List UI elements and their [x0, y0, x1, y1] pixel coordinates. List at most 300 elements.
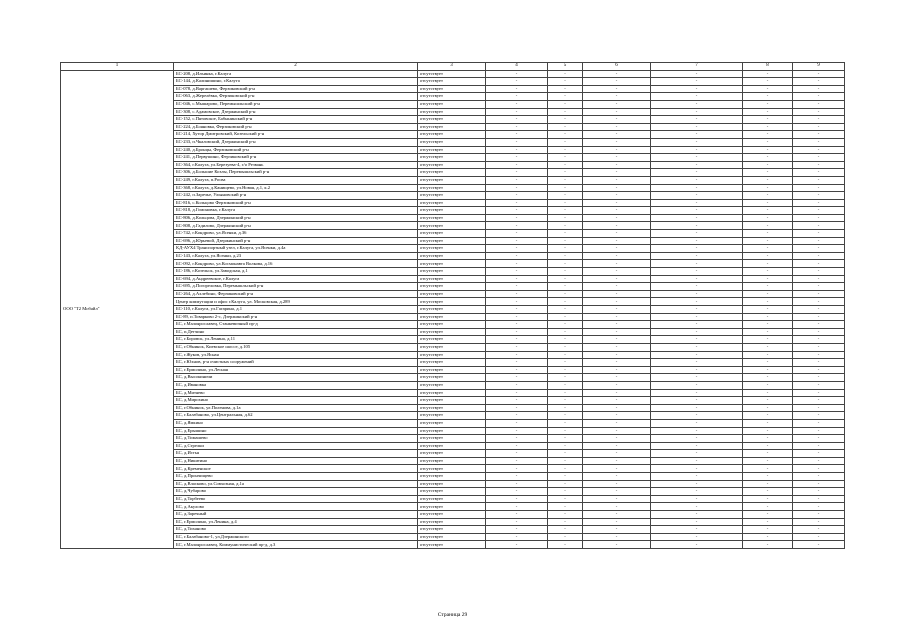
empty-value-cell: -	[743, 427, 793, 435]
empty-value-cell: -	[743, 222, 793, 230]
empty-value-cell: -	[743, 435, 793, 443]
empty-value-cell: -	[793, 419, 845, 427]
empty-value-cell: -	[486, 343, 548, 351]
empty-value-cell: -	[743, 230, 793, 238]
table-row	[61, 374, 845, 382]
status-cell: отсутствует	[418, 435, 486, 443]
empty-value-cell: -	[651, 321, 743, 329]
status-cell: отсутствует	[418, 214, 486, 222]
empty-value-cell: -	[793, 435, 845, 443]
empty-value-cell: -	[486, 176, 548, 184]
object-name-cell: БС-110, г.Калуга, ул.Гагарина, д.1	[174, 306, 418, 314]
empty-value-cell: -	[793, 526, 845, 534]
table-row	[61, 93, 845, 101]
table-row	[61, 427, 845, 435]
empty-value-cell: -	[583, 268, 651, 276]
empty-value-cell: -	[651, 427, 743, 435]
empty-value-cell: -	[793, 480, 845, 488]
status-cell: отсутствует	[418, 230, 486, 238]
empty-value-cell: -	[793, 381, 845, 389]
object-name-cell: БС, д.Тиханово	[174, 526, 418, 534]
table-row	[61, 359, 845, 367]
empty-value-cell: -	[743, 78, 793, 86]
empty-value-cell: -	[793, 138, 845, 146]
empty-value-cell: -	[793, 230, 845, 238]
empty-value-cell: -	[548, 100, 583, 108]
object-name-cell: БС, г.Юхнов, р-н очистных сооружений	[174, 359, 418, 367]
empty-value-cell: -	[743, 290, 793, 298]
table-row	[61, 328, 845, 336]
empty-value-cell: -	[583, 457, 651, 465]
empty-value-cell: -	[651, 237, 743, 245]
empty-value-cell: -	[486, 442, 548, 450]
empty-value-cell: -	[793, 336, 845, 344]
empty-value-cell: -	[793, 275, 845, 283]
empty-value-cell: -	[793, 283, 845, 291]
status-cell: отсутствует	[418, 503, 486, 511]
empty-value-cell: -	[583, 298, 651, 306]
empty-value-cell: -	[548, 328, 583, 336]
status-cell: отсутствует	[418, 495, 486, 503]
empty-value-cell: -	[486, 465, 548, 473]
empty-value-cell: -	[793, 488, 845, 496]
empty-value-cell: -	[743, 108, 793, 116]
column-number: 3	[418, 63, 486, 71]
table-row	[61, 169, 845, 177]
status-cell: отсутствует	[418, 518, 486, 526]
empty-value-cell: -	[486, 404, 548, 412]
empty-value-cell: -	[548, 343, 583, 351]
empty-value-cell: -	[548, 313, 583, 321]
empty-value-cell: -	[651, 343, 743, 351]
empty-value-cell: -	[583, 222, 651, 230]
status-cell: отсутствует	[418, 108, 486, 116]
empty-value-cell: -	[793, 93, 845, 101]
empty-value-cell: -	[743, 192, 793, 200]
column-number: 5	[548, 63, 583, 71]
empty-value-cell: -	[548, 457, 583, 465]
table-row	[61, 526, 845, 534]
table-row	[61, 268, 845, 276]
empty-value-cell: -	[793, 199, 845, 207]
object-name-cell: БС, г.Малоярославец, Коммунистический пр-д, д.3	[174, 541, 418, 549]
column-number: 4	[486, 63, 548, 71]
column-number: 6	[583, 63, 651, 71]
object-name-cell: БС, г.Ермолино, ул.Ленина, д.4	[174, 518, 418, 526]
empty-value-cell: -	[743, 457, 793, 465]
empty-value-cell: -	[583, 321, 651, 329]
empty-value-cell: -	[486, 116, 548, 124]
status-cell: отсутствует	[418, 313, 486, 321]
table-row	[61, 199, 845, 207]
data-table	[60, 62, 845, 549]
empty-value-cell: -	[743, 131, 793, 139]
table-row	[61, 176, 845, 184]
empty-value-cell: -	[486, 427, 548, 435]
status-cell: отсутствует	[418, 374, 486, 382]
empty-value-cell: -	[548, 169, 583, 177]
empty-value-cell: -	[486, 207, 548, 215]
empty-value-cell: -	[743, 138, 793, 146]
table-row	[61, 146, 845, 154]
table-row	[61, 419, 845, 427]
empty-value-cell: -	[743, 176, 793, 184]
empty-value-cell: -	[583, 526, 651, 534]
table-row	[61, 252, 845, 260]
empty-value-cell: -	[583, 397, 651, 405]
empty-value-cell: -	[651, 533, 743, 541]
object-name-cell: БС, г.Обнинск, ул.Поленова, д.1а	[174, 404, 418, 412]
empty-value-cell: -	[486, 169, 548, 177]
empty-value-cell: -	[793, 207, 845, 215]
empty-value-cell: -	[793, 518, 845, 526]
empty-value-cell: -	[486, 480, 548, 488]
table-row	[61, 488, 845, 496]
table-row	[61, 495, 845, 503]
empty-value-cell: -	[486, 78, 548, 86]
empty-value-cell: -	[793, 252, 845, 260]
empty-value-cell: -	[583, 419, 651, 427]
empty-value-cell: -	[793, 473, 845, 481]
empty-value-cell: -	[651, 526, 743, 534]
empty-value-cell: -	[548, 366, 583, 374]
table-row	[61, 116, 845, 124]
object-name-cell: БС-695, д.Погореловка, Перемышльский р-н	[174, 283, 418, 291]
empty-value-cell: -	[793, 328, 845, 336]
empty-value-cell: -	[486, 359, 548, 367]
empty-value-cell: -	[548, 184, 583, 192]
object-name-cell: БС-89, п.Товарково 2-с, Дзержинский р-н	[174, 313, 418, 321]
empty-value-cell: -	[743, 161, 793, 169]
empty-value-cell: -	[548, 359, 583, 367]
table-row	[61, 214, 845, 222]
empty-value-cell: -	[486, 123, 548, 131]
empty-value-cell: -	[743, 473, 793, 481]
object-name-cell: БС, д.Митяево	[174, 389, 418, 397]
empty-value-cell: -	[548, 412, 583, 420]
status-cell: отсутствует	[418, 427, 486, 435]
empty-value-cell: -	[583, 389, 651, 397]
empty-value-cell: -	[583, 93, 651, 101]
empty-value-cell: -	[651, 93, 743, 101]
empty-value-cell: -	[548, 435, 583, 443]
object-name-cell: БС, д.Мирохино	[174, 397, 418, 405]
empty-value-cell: -	[651, 328, 743, 336]
empty-value-cell: -	[583, 131, 651, 139]
empty-value-cell: -	[743, 533, 793, 541]
empty-value-cell: -	[651, 404, 743, 412]
empty-value-cell: -	[651, 207, 743, 215]
empty-value-cell: -	[793, 131, 845, 139]
empty-value-cell: -	[548, 268, 583, 276]
empty-value-cell: -	[651, 389, 743, 397]
empty-value-cell: -	[486, 154, 548, 162]
empty-value-cell: -	[583, 343, 651, 351]
table-row	[61, 237, 845, 245]
table-row	[61, 465, 845, 473]
empty-value-cell: -	[548, 427, 583, 435]
table-row	[61, 381, 845, 389]
empty-value-cell: -	[651, 85, 743, 93]
empty-value-cell: -	[743, 313, 793, 321]
empty-value-cell: -	[548, 123, 583, 131]
table-row	[61, 131, 845, 139]
empty-value-cell: -	[651, 495, 743, 503]
empty-value-cell: -	[743, 199, 793, 207]
status-cell: отсутствует	[418, 70, 486, 78]
empty-value-cell: -	[583, 541, 651, 549]
empty-value-cell: -	[486, 192, 548, 200]
empty-value-cell: -	[651, 450, 743, 458]
table-row	[61, 230, 845, 238]
empty-value-cell: -	[548, 78, 583, 86]
empty-value-cell: -	[793, 298, 845, 306]
empty-value-cell: -	[486, 526, 548, 534]
empty-value-cell: -	[651, 252, 743, 260]
table-row	[61, 473, 845, 481]
empty-value-cell: -	[743, 237, 793, 245]
empty-value-cell: -	[743, 268, 793, 276]
empty-value-cell: -	[583, 336, 651, 344]
status-cell: отсутствует	[418, 298, 486, 306]
empty-value-cell: -	[583, 495, 651, 503]
table-row	[61, 389, 845, 397]
empty-value-cell: -	[793, 351, 845, 359]
empty-value-cell: -	[548, 199, 583, 207]
empty-value-cell: -	[651, 518, 743, 526]
object-name-cell: БС, д.Ивановка	[174, 381, 418, 389]
table-row	[61, 511, 845, 519]
object-name-cell: БС, г.Балабаново, ул.Центральная, д.62	[174, 412, 418, 420]
status-cell: отсутствует	[418, 533, 486, 541]
empty-value-cell: -	[743, 366, 793, 374]
empty-value-cell: -	[583, 116, 651, 124]
empty-value-cell: -	[651, 457, 743, 465]
empty-value-cell: -	[548, 290, 583, 298]
status-cell: отсутствует	[418, 154, 486, 162]
empty-value-cell: -	[486, 321, 548, 329]
empty-value-cell: -	[486, 93, 548, 101]
empty-value-cell: -	[583, 503, 651, 511]
empty-value-cell: -	[583, 138, 651, 146]
empty-value-cell: -	[743, 252, 793, 260]
empty-value-cell: -	[651, 169, 743, 177]
empty-value-cell: -	[548, 381, 583, 389]
empty-value-cell: -	[743, 306, 793, 314]
empty-value-cell: -	[548, 374, 583, 382]
status-cell: отсутствует	[418, 146, 486, 154]
empty-value-cell: -	[583, 450, 651, 458]
empty-value-cell: -	[793, 541, 845, 549]
status-cell: отсутствует	[418, 176, 486, 184]
status-cell: отсутствует	[418, 442, 486, 450]
empty-value-cell: -	[793, 192, 845, 200]
empty-value-cell: -	[583, 176, 651, 184]
table-row	[61, 306, 845, 314]
table-row	[61, 108, 845, 116]
empty-value-cell: -	[486, 450, 548, 458]
empty-value-cell: -	[548, 541, 583, 549]
empty-value-cell: -	[793, 495, 845, 503]
status-cell: отсутствует	[418, 480, 486, 488]
empty-value-cell: -	[548, 306, 583, 314]
empty-value-cell: -	[743, 275, 793, 283]
empty-value-cell: -	[793, 268, 845, 276]
table-row	[61, 435, 845, 443]
empty-value-cell: -	[486, 146, 548, 154]
empty-value-cell: -	[743, 381, 793, 389]
object-name-cell: БС-242, п.Заречье, Ульяновский р-н	[174, 192, 418, 200]
table-row	[61, 412, 845, 420]
empty-value-cell: -	[743, 397, 793, 405]
status-cell: отсутствует	[418, 465, 486, 473]
table-row	[61, 313, 845, 321]
empty-value-cell: -	[743, 488, 793, 496]
table-row	[61, 154, 845, 162]
table-row	[61, 184, 845, 192]
empty-value-cell: -	[743, 70, 793, 78]
empty-value-cell: -	[743, 389, 793, 397]
object-name-cell: Центр коммутации и офис г.Калуга, ул. Московская, д.289	[174, 298, 418, 306]
empty-value-cell: -	[651, 412, 743, 420]
empty-value-cell: -	[583, 230, 651, 238]
empty-value-cell: -	[548, 146, 583, 154]
empty-value-cell: -	[548, 108, 583, 116]
empty-value-cell: -	[793, 100, 845, 108]
empty-value-cell: -	[548, 230, 583, 238]
empty-value-cell: -	[793, 176, 845, 184]
empty-value-cell: -	[651, 214, 743, 222]
column-number: 9	[793, 63, 845, 71]
empty-value-cell: -	[793, 404, 845, 412]
empty-value-cell: -	[743, 526, 793, 534]
status-cell: отсутствует	[418, 457, 486, 465]
empty-value-cell: -	[583, 313, 651, 321]
organization-cell: ООО "Т2 Мобайл"	[61, 70, 174, 548]
empty-value-cell: -	[743, 298, 793, 306]
object-name-cell: БС, д.Торбеево	[174, 495, 418, 503]
table-row	[61, 541, 845, 549]
column-number: 2	[174, 63, 418, 71]
empty-value-cell: -	[583, 184, 651, 192]
object-name-cell: БС, д.Власково, ул.Совхозная, д.1а	[174, 480, 418, 488]
empty-value-cell: -	[548, 93, 583, 101]
empty-value-cell: -	[743, 123, 793, 131]
empty-value-cell: -	[583, 374, 651, 382]
empty-value-cell: -	[793, 450, 845, 458]
empty-value-cell: -	[583, 480, 651, 488]
empty-value-cell: -	[651, 230, 743, 238]
empty-value-cell: -	[651, 176, 743, 184]
empty-value-cell: -	[651, 480, 743, 488]
object-name-cell: БС-214, Хутор Дмитровский, Козельский р-н	[174, 131, 418, 139]
empty-value-cell: -	[583, 214, 651, 222]
empty-value-cell: -	[651, 222, 743, 230]
empty-value-cell: -	[793, 161, 845, 169]
object-name-cell: БС, д.Стрелки	[174, 442, 418, 450]
empty-value-cell: -	[651, 366, 743, 374]
object-name-cell: БС, д.Чубарово	[174, 488, 418, 496]
empty-value-cell: -	[651, 199, 743, 207]
status-cell: отсутствует	[418, 328, 486, 336]
object-name-cell: БС-143, г.Калуга, ул.Ясенки, д.23	[174, 252, 418, 260]
empty-value-cell: -	[583, 161, 651, 169]
empty-value-cell: -	[486, 457, 548, 465]
empty-value-cell: -	[651, 70, 743, 78]
empty-value-cell: -	[793, 306, 845, 314]
empty-value-cell: -	[743, 442, 793, 450]
empty-value-cell: -	[793, 442, 845, 450]
object-name-cell: БС-264, д.Ахлебино, Ферзиковский р-н	[174, 290, 418, 298]
object-name-cell: БС-186, г.Козельск, ул.Заводская, д.1	[174, 268, 418, 276]
empty-value-cell: -	[793, 397, 845, 405]
status-cell: отсутствует	[418, 419, 486, 427]
empty-value-cell: -	[548, 419, 583, 427]
empty-value-cell: -	[793, 214, 845, 222]
empty-value-cell: -	[651, 290, 743, 298]
empty-value-cell: -	[486, 473, 548, 481]
empty-value-cell: -	[651, 313, 743, 321]
empty-value-cell: -	[743, 518, 793, 526]
empty-value-cell: -	[583, 351, 651, 359]
empty-value-cell: -	[651, 359, 743, 367]
status-cell: отсутствует	[418, 412, 486, 420]
empty-value-cell: -	[486, 503, 548, 511]
empty-value-cell: -	[486, 252, 548, 260]
empty-value-cell: -	[743, 321, 793, 329]
table-row	[61, 518, 845, 526]
table-row	[61, 161, 845, 169]
object-name-cell: БС-308, с.Адамовское, Дзержинский р-н	[174, 108, 418, 116]
table-row	[61, 283, 845, 291]
object-name-cell: БС, д.Заречный	[174, 511, 418, 519]
empty-value-cell: -	[743, 351, 793, 359]
document-sheet	[60, 62, 844, 549]
empty-value-cell: -	[743, 184, 793, 192]
table-row	[61, 442, 845, 450]
empty-value-cell: -	[548, 161, 583, 169]
empty-value-cell: -	[743, 541, 793, 549]
object-name-cell: БС-816, с.Кольцово Ферзиковский р-н	[174, 199, 418, 207]
empty-value-cell: -	[651, 397, 743, 405]
empty-value-cell: -	[651, 374, 743, 382]
object-name-cell: БС-249, г.Калуга, п.Росва	[174, 176, 418, 184]
status-cell: отсутствует	[418, 93, 486, 101]
empty-value-cell: -	[651, 275, 743, 283]
column-number: 1	[61, 63, 174, 71]
empty-value-cell: -	[548, 480, 583, 488]
object-name-cell: БС, г.Боровск, ул.Ленина, д.11	[174, 336, 418, 344]
empty-value-cell: -	[743, 116, 793, 124]
empty-value-cell: -	[486, 222, 548, 230]
status-cell: отсутствует	[418, 290, 486, 298]
empty-value-cell: -	[583, 108, 651, 116]
object-name-cell: БС-233, п.Чкаловский, Дзержинский р-н	[174, 138, 418, 146]
object-name-cell: БС, д.Ямкино	[174, 419, 418, 427]
status-cell: отсутствует	[418, 321, 486, 329]
object-name-cell: БС-808, д.Гадилово, Дзержинский р-н	[174, 222, 418, 230]
empty-value-cell: -	[548, 245, 583, 253]
empty-value-cell: -	[486, 85, 548, 93]
empty-value-cell: -	[651, 78, 743, 86]
empty-value-cell: -	[486, 397, 548, 405]
empty-value-cell: -	[743, 100, 793, 108]
empty-value-cell: -	[743, 503, 793, 511]
empty-value-cell: -	[583, 237, 651, 245]
empty-value-cell: -	[486, 131, 548, 139]
status-cell: отсутствует	[418, 131, 486, 139]
empty-value-cell: -	[743, 328, 793, 336]
